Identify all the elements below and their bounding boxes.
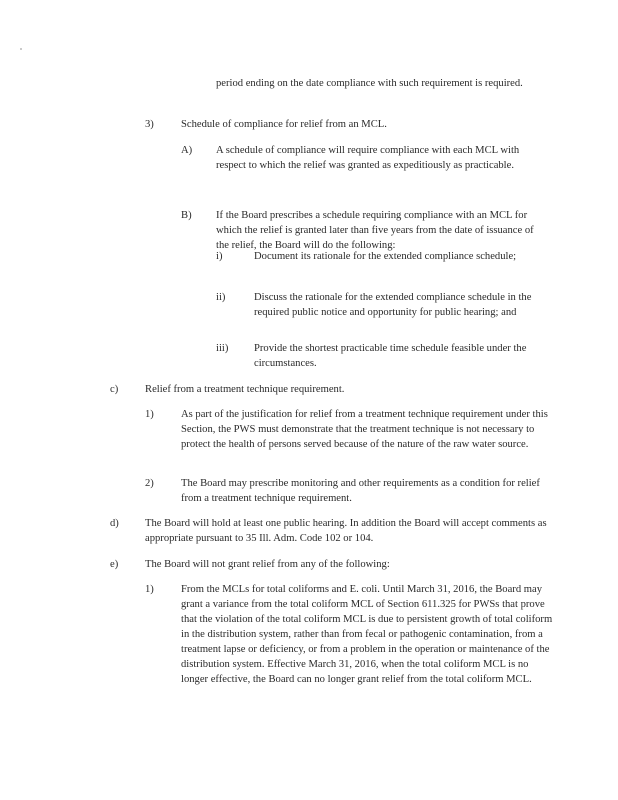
item-text: From the MCLs for total coliforms and E. coli. Until March 31, 2016, the Board may grant a variance from the total coliform MCL of Section 611.325 for PWSs that prove that the violation of the total coliform MCL is due to persistent growth of total coliform in the distribution system, rather than from fecal or pathogenic contamination, from a treatment lapse or deficiency, or from a problem in the operation or maintenance of the distribution system. Effective March 31, 2016, when the total coliform MCL is no longer effective, the Board can no longer grant relief from the total coliform MCL. xyxy=(181,584,553,685)
item-label: i) xyxy=(216,251,223,262)
item-label: ii) xyxy=(216,292,226,303)
item-text: Schedule of compliance for relief from an MCL. xyxy=(181,119,387,130)
item-label: A) xyxy=(181,145,193,156)
item-label: 1) xyxy=(145,584,154,595)
item-text: As part of the justification for relief from a treatment technique requirement under this Section, the PWS must demonstrate that the treatment technique is not necessary to protect the health of persons served because of the nature of the raw water source. xyxy=(181,409,548,450)
item-label: B) xyxy=(181,210,192,221)
item-label: d) xyxy=(110,518,119,529)
continuation-text: period ending on the date compliance with such requirement is required. xyxy=(216,78,523,89)
item-text: The Board may prescribe monitoring and other requirements as a condition for relief from a treatment technique requirement. xyxy=(181,478,540,504)
item-label: 3) xyxy=(145,119,154,130)
item-text: Discuss the rationale for the extended compliance schedule in the required public notice and opportunity for public hearing; and xyxy=(254,292,532,318)
item-label: c) xyxy=(110,384,119,395)
scan-speck xyxy=(20,48,22,50)
item-text: Relief from a treatment technique requirement. xyxy=(145,384,345,395)
item-label: 1) xyxy=(145,409,154,420)
item-text: The Board will not grant relief from any of the following: xyxy=(145,559,390,570)
item-text: Provide the shortest practicable time schedule feasible under the circumstances. xyxy=(254,343,527,369)
item-text: If the Board prescribes a schedule requiring compliance with an MCL for which the relief is granted later than five years from the date of issuance of the relief, the Board will do the following: xyxy=(216,210,534,251)
item-text: The Board will hold at least one public hearing. In addition the Board will accept comments as appropriate pursuant to 35 Ill. Adm. Code 102 or 104. xyxy=(145,518,547,544)
item-text: Document its rationale for the extended compliance schedule; xyxy=(254,251,517,262)
item-text: A schedule of compliance will require compliance with each MCL with respect to which the relief was granted as expeditiously as practicable. xyxy=(216,145,520,171)
item-label: 2) xyxy=(145,478,154,489)
item-label: e) xyxy=(110,559,119,570)
item-label: iii) xyxy=(216,343,229,354)
